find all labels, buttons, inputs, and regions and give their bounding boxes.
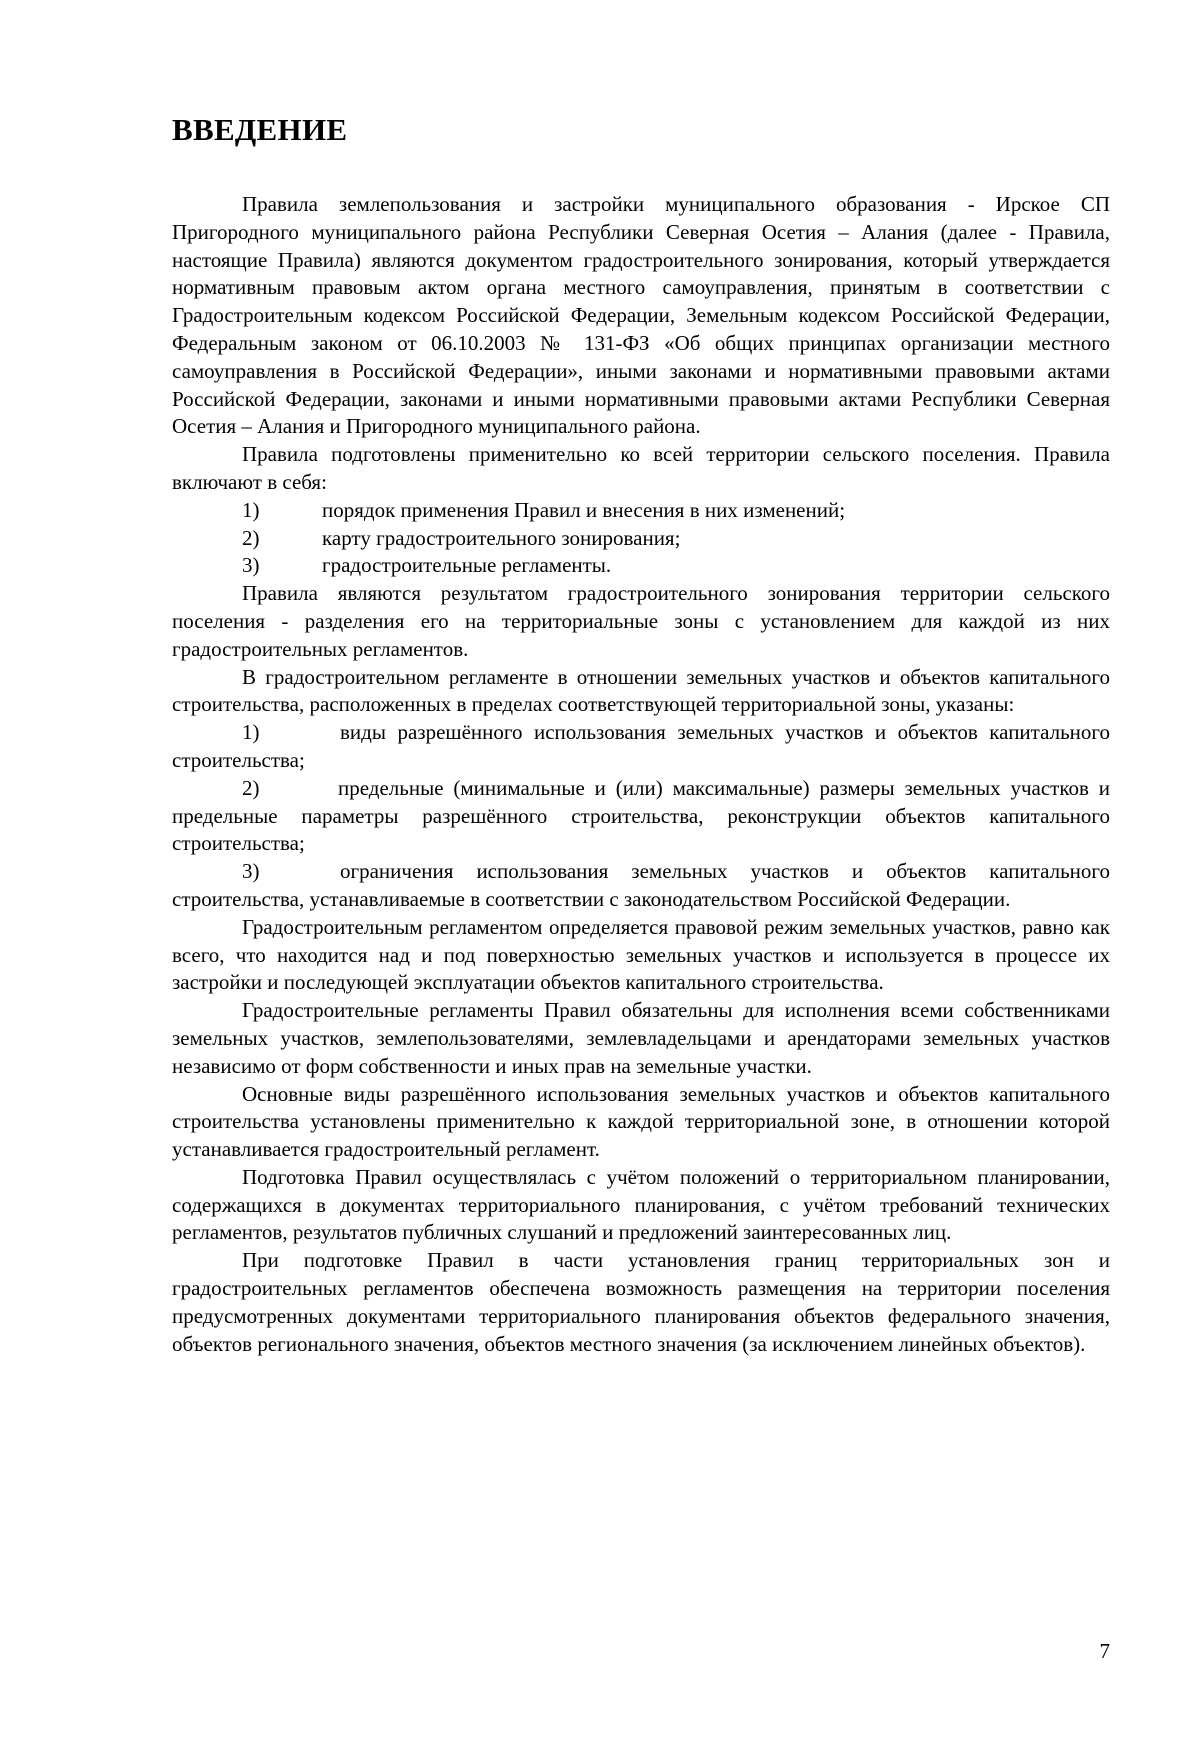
list-item bbox=[172, 497, 1110, 525]
document-body bbox=[172, 191, 1110, 1358]
paragraph-regulation-specified: В градостроительном регламенте в отношении земельных участков и объектов капитального строительства, расположенных в пределах соответствующей территориальной зоны, указаны: bbox=[172, 664, 1110, 717]
list-item-text: виды разрешённого использования земельных участков и объектов капитального строительства; bbox=[172, 720, 1110, 772]
paragraph-mandatory: Градостроительные регламенты Правил обязательны для исполнения всеми собственниками земельных участков, землепользователями, землевладельцами и арендаторами земельных участков независимо от форм собственности и иных прав на земельные участки. bbox=[172, 998, 1110, 1078]
list-item-number: 1) bbox=[242, 720, 260, 745]
document-page bbox=[172, 0, 1110, 1748]
section-heading: ВВЕДЕНИЕ bbox=[172, 112, 348, 147]
paragraph-preparation: Подготовка Правил осуществлялась с учётом положений о территориальном планировании, содержащихся в документах территориального планирования, с учётом требований технических регламентов, результатов публичных слушаний и предложений заинтересованных лиц. bbox=[172, 1164, 1110, 1245]
list-item bbox=[172, 552, 1110, 580]
paragraph-intro: Правила землепользования и застройки муниципального образования - Ирское СП Пригородного муниципального района Республики Северная Осетия – Алания (далее - Правила, настоящие Правила) являются документом градостроительного зонирования, который утверждается нормативным правовым актом органа местного самоуправления, принятым в соответствии с Градостроительным кодексом Российской Федерации, Земельным кодексом Российской Федерации, Федеральным законом от 06.10.2003 № 131-ФЗ «Об общих принципах организации местного самоуправления в Российской Федерации», иными законами и нормативными правовыми актами Российской Федерации, законами и иными нормативными правовыми актами Республики Северная Осетия – Алания и Пригородного муниципального района. bbox=[172, 192, 1110, 439]
paragraph-legal-regime: Градостроительным регламентом определяется правовой режим земельных участков, равно как всего, что находится над и под поверхностью земельных участков и используется в процессе их застройки и последующей эксплуатации объектов капитального строительства. bbox=[172, 914, 1110, 995]
list-item bbox=[172, 719, 1110, 775]
list-item-number: 3) bbox=[242, 859, 260, 884]
list-item-number: 2) bbox=[242, 775, 260, 800]
list-item bbox=[172, 775, 1110, 858]
page-number: 7 bbox=[1099, 1639, 1110, 1663]
list-item-number: 1) bbox=[242, 497, 260, 522]
list-item bbox=[172, 525, 1110, 553]
list-item-text: порядок применения Правил и внесения в них изменений; bbox=[322, 497, 846, 522]
paragraph-main-uses: Основные виды разрешённого использования земельных участков и объектов капитального строительства установлены применительно к каждой территориальной зоне, в отношении которой устанавливается градостроительный регламент. bbox=[172, 1081, 1110, 1162]
paragraph-includes: Правила подготовлены применительно ко всей территории сельского поселения. Правила включают в себя: bbox=[172, 442, 1110, 494]
list-item bbox=[172, 858, 1110, 914]
paragraph-boundaries: При подготовке Правил в части установления границ территориальных зон и градостроительных регламентов обеспечена возможность размещения на территории поселения предусмотренных документами территориального планирования объектов федерального значения, объектов регионального значения, объектов местного значения (за исключением линейных объектов). bbox=[172, 1248, 1110, 1356]
list-item-number: 2) bbox=[242, 525, 260, 550]
list-item-text: ограничения использования земельных участков и объектов капитального строительства, устанавливаемые в соответствии с законодательством Российской Федерации. bbox=[172, 859, 1110, 911]
paragraph-zoning-result: Правила являются результатом градостроительного зонирования территории сельского поселения - разделения его на территориальные зоны с установлением для каждой из них градостроительных регламентов. bbox=[172, 581, 1110, 661]
list-item-text: градостроительные регламенты. bbox=[322, 553, 612, 578]
list-item-number: 3) bbox=[242, 553, 260, 578]
list-item-text: предельные (минимальные и (или) максимальные) размеры земельных участков и предельные параметры разрешённого строительства, реконструкции объектов капитального строительства; bbox=[172, 775, 1110, 856]
list-item-text: карту градостроительного зонирования; bbox=[322, 525, 681, 550]
